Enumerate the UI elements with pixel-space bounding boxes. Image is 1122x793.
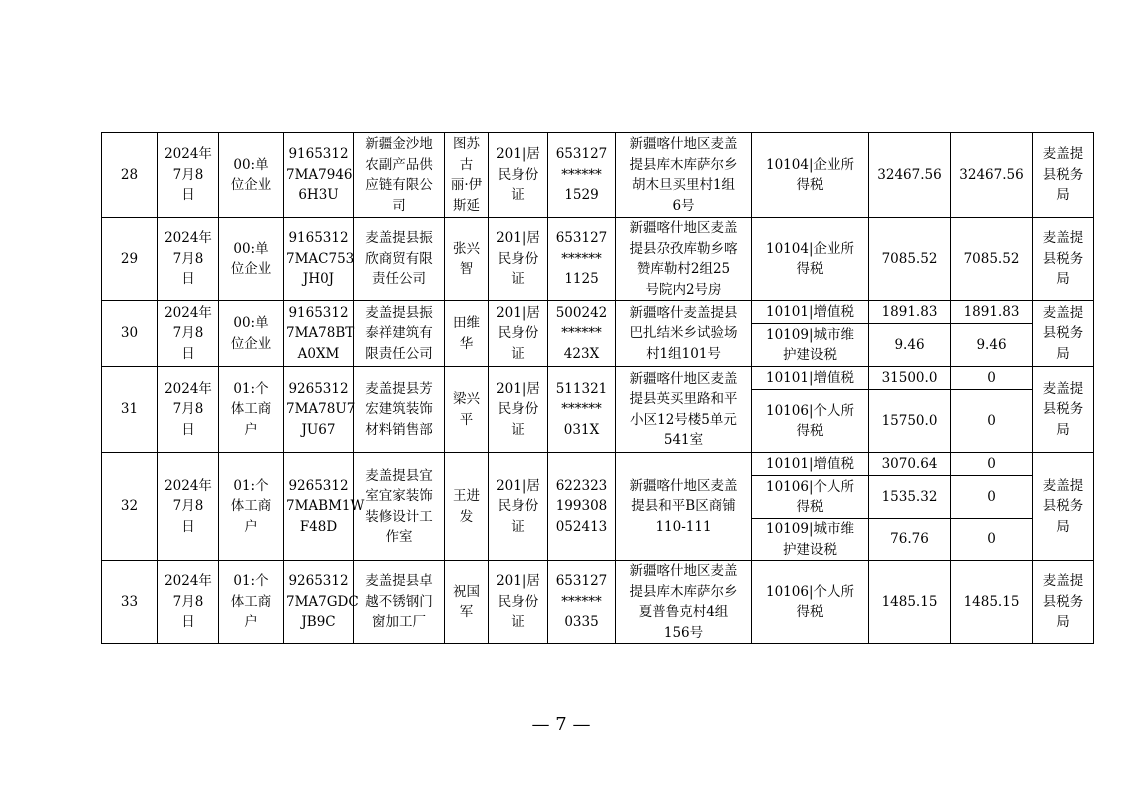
tax-office: 麦盖提 县税务 局 (1033, 133, 1094, 218)
id-type: 201|居 民身份 证 (489, 301, 548, 367)
business-address: 新疆喀什地区麦盖 提县英买里路和平 小区12号楼5单元 541室 (616, 367, 752, 453)
id-number: 653127 ****** 1125 (548, 218, 616, 301)
current-arrears: 1891.83 (951, 301, 1033, 324)
row-number: 28 (102, 133, 158, 218)
id-type: 201|居 民身份 证 (489, 561, 548, 644)
arrears-amount: 1485.15 (869, 561, 951, 644)
page-number: — 7 — (531, 714, 591, 735)
tax-item: 10104|企业所 得税 (752, 218, 869, 301)
business-address: 新疆喀什地区麦盖 提县和平B区商铺 110-111 (616, 453, 752, 561)
business-address: 新疆喀什地区麦盖 提县库木库萨尔乡 夏普鲁克村4组 156号 (616, 561, 752, 644)
arrears-amount: 15750.0 (869, 390, 951, 453)
current-arrears: 1485.15 (951, 561, 1033, 644)
taxpayer-type: 00:单 位企业 (219, 218, 284, 301)
row-number: 32 (102, 453, 158, 561)
tax-office: 麦盖提 县税务 局 (1033, 561, 1094, 644)
id-number: 511321 ****** 031X (548, 367, 616, 453)
business-address: 新疆喀什麦盖提县 巴扎结米乡试验场 村1组101号 (616, 301, 752, 367)
current-arrears: 9.46 (951, 324, 1033, 367)
legal-representative: 田维 华 (445, 301, 489, 367)
credit-code: 9265312 7MA78U7 JU67 (284, 367, 354, 453)
business-address: 新疆喀什地区麦盖 提县库木库萨尔乡 胡木旦买里村1组 6号 (616, 133, 752, 218)
row-number: 33 (102, 561, 158, 644)
row-number: 30 (102, 301, 158, 367)
credit-code: 9165312 7MA7946 6H3U (284, 133, 354, 218)
taxpayer-type: 01:个 体工商 户 (219, 561, 284, 644)
id-number: 622323 199308 052413 (548, 453, 616, 561)
tax-arrears-table (101, 132, 1094, 644)
tax-item: 10101|增值税 (752, 453, 869, 476)
current-arrears: 7085.52 (951, 218, 1033, 301)
arrears-amount: 1535.32 (869, 476, 951, 519)
taxpayer-type: 01:个 体工商 户 (219, 453, 284, 561)
credit-code: 9265312 7MABM1W F48D (284, 453, 354, 561)
tax-item: 10101|增值税 (752, 301, 869, 324)
row-number: 29 (102, 218, 158, 301)
id-type: 201|居 民身份 证 (489, 133, 548, 218)
credit-code: 9165312 7MAC753 JH0J (284, 218, 354, 301)
legal-representative: 祝国 军 (445, 561, 489, 644)
table-row (102, 301, 1094, 324)
tax-office: 麦盖提 县税务 局 (1033, 367, 1094, 453)
record-date: 2024年 7月8 日 (158, 561, 219, 644)
table-row (102, 133, 1094, 218)
taxpayer-type: 00:单 位企业 (219, 133, 284, 218)
id-number: 653127 ****** 1529 (548, 133, 616, 218)
current-arrears: 0 (951, 367, 1033, 390)
legal-representative: 图苏 古 丽·伊 斯延 (445, 133, 489, 218)
taxpayer-name: 麦盖提县宜 室宜家装饰 装修设计工 作室 (354, 453, 445, 561)
record-date: 2024年 7月8 日 (158, 301, 219, 367)
id-number: 653127 ****** 0335 (548, 561, 616, 644)
table-row (102, 453, 1094, 476)
credit-code: 9165312 7MA78BT A0XM (284, 301, 354, 367)
id-type: 201|居 民身份 证 (489, 453, 548, 561)
legal-representative: 王进 发 (445, 453, 489, 561)
legal-representative: 张兴 智 (445, 218, 489, 301)
arrears-amount: 7085.52 (869, 218, 951, 301)
current-arrears: 0 (951, 390, 1033, 453)
tax-item: 10109|城市维 护建设税 (752, 324, 869, 367)
taxpayer-name: 新疆金沙地 农副产品供 应链有限公 司 (354, 133, 445, 218)
arrears-amount: 3070.64 (869, 453, 951, 476)
taxpayer-name: 麦盖提县芳 宏建筑装饰 材料销售部 (354, 367, 445, 453)
arrears-amount: 31500.0 (869, 367, 951, 390)
tax-office: 麦盖提 县税务 局 (1033, 453, 1094, 561)
id-type: 201|居 民身份 证 (489, 218, 548, 301)
current-arrears: 0 (951, 519, 1033, 561)
record-date: 2024年 7月8 日 (158, 367, 219, 453)
current-arrears: 0 (951, 476, 1033, 519)
tax-item: 10106|个人所 得税 (752, 561, 869, 644)
arrears-amount: 1891.83 (869, 301, 951, 324)
taxpayer-type: 01:个 体工商 户 (219, 367, 284, 453)
current-arrears: 0 (951, 453, 1033, 476)
arrears-amount: 32467.56 (869, 133, 951, 218)
tax-office: 麦盖提 县税务 局 (1033, 218, 1094, 301)
tax-item: 10101|增值税 (752, 367, 869, 390)
table-row (102, 561, 1094, 644)
tax-item: 10109|城市维 护建设税 (752, 519, 869, 561)
legal-representative: 梁兴 平 (445, 367, 489, 453)
record-date: 2024年 7月8 日 (158, 218, 219, 301)
arrears-amount: 76.76 (869, 519, 951, 561)
table-row (102, 367, 1094, 390)
business-address: 新疆喀什地区麦盖 提县尕孜库勒乡喀 赞库勒村2组25 号院内2号房 (616, 218, 752, 301)
credit-code: 9265312 7MA7GDC JB9C (284, 561, 354, 644)
taxpayer-type: 00:单 位企业 (219, 301, 284, 367)
tax-item: 10106|个人所 得税 (752, 390, 869, 453)
taxpayer-name: 麦盖提县卓 越不锈钢门 窗加工厂 (354, 561, 445, 644)
table-row (102, 218, 1094, 301)
record-date: 2024年 7月8 日 (158, 133, 219, 218)
tax-item: 10104|企业所 得税 (752, 133, 869, 218)
taxpayer-name: 麦盖提县振 泰祥建筑有 限责任公司 (354, 301, 445, 367)
record-date: 2024年 7月8 日 (158, 453, 219, 561)
current-arrears: 32467.56 (951, 133, 1033, 218)
tax-item: 10106|个人所 得税 (752, 476, 869, 519)
arrears-amount: 9.46 (869, 324, 951, 367)
tax-office: 麦盖提 县税务 局 (1033, 301, 1094, 367)
row-number: 31 (102, 367, 158, 453)
id-type: 201|居 民身份 证 (489, 367, 548, 453)
taxpayer-name: 麦盖提县振 欣商贸有限 责任公司 (354, 218, 445, 301)
id-number: 500242 ****** 423X (548, 301, 616, 367)
